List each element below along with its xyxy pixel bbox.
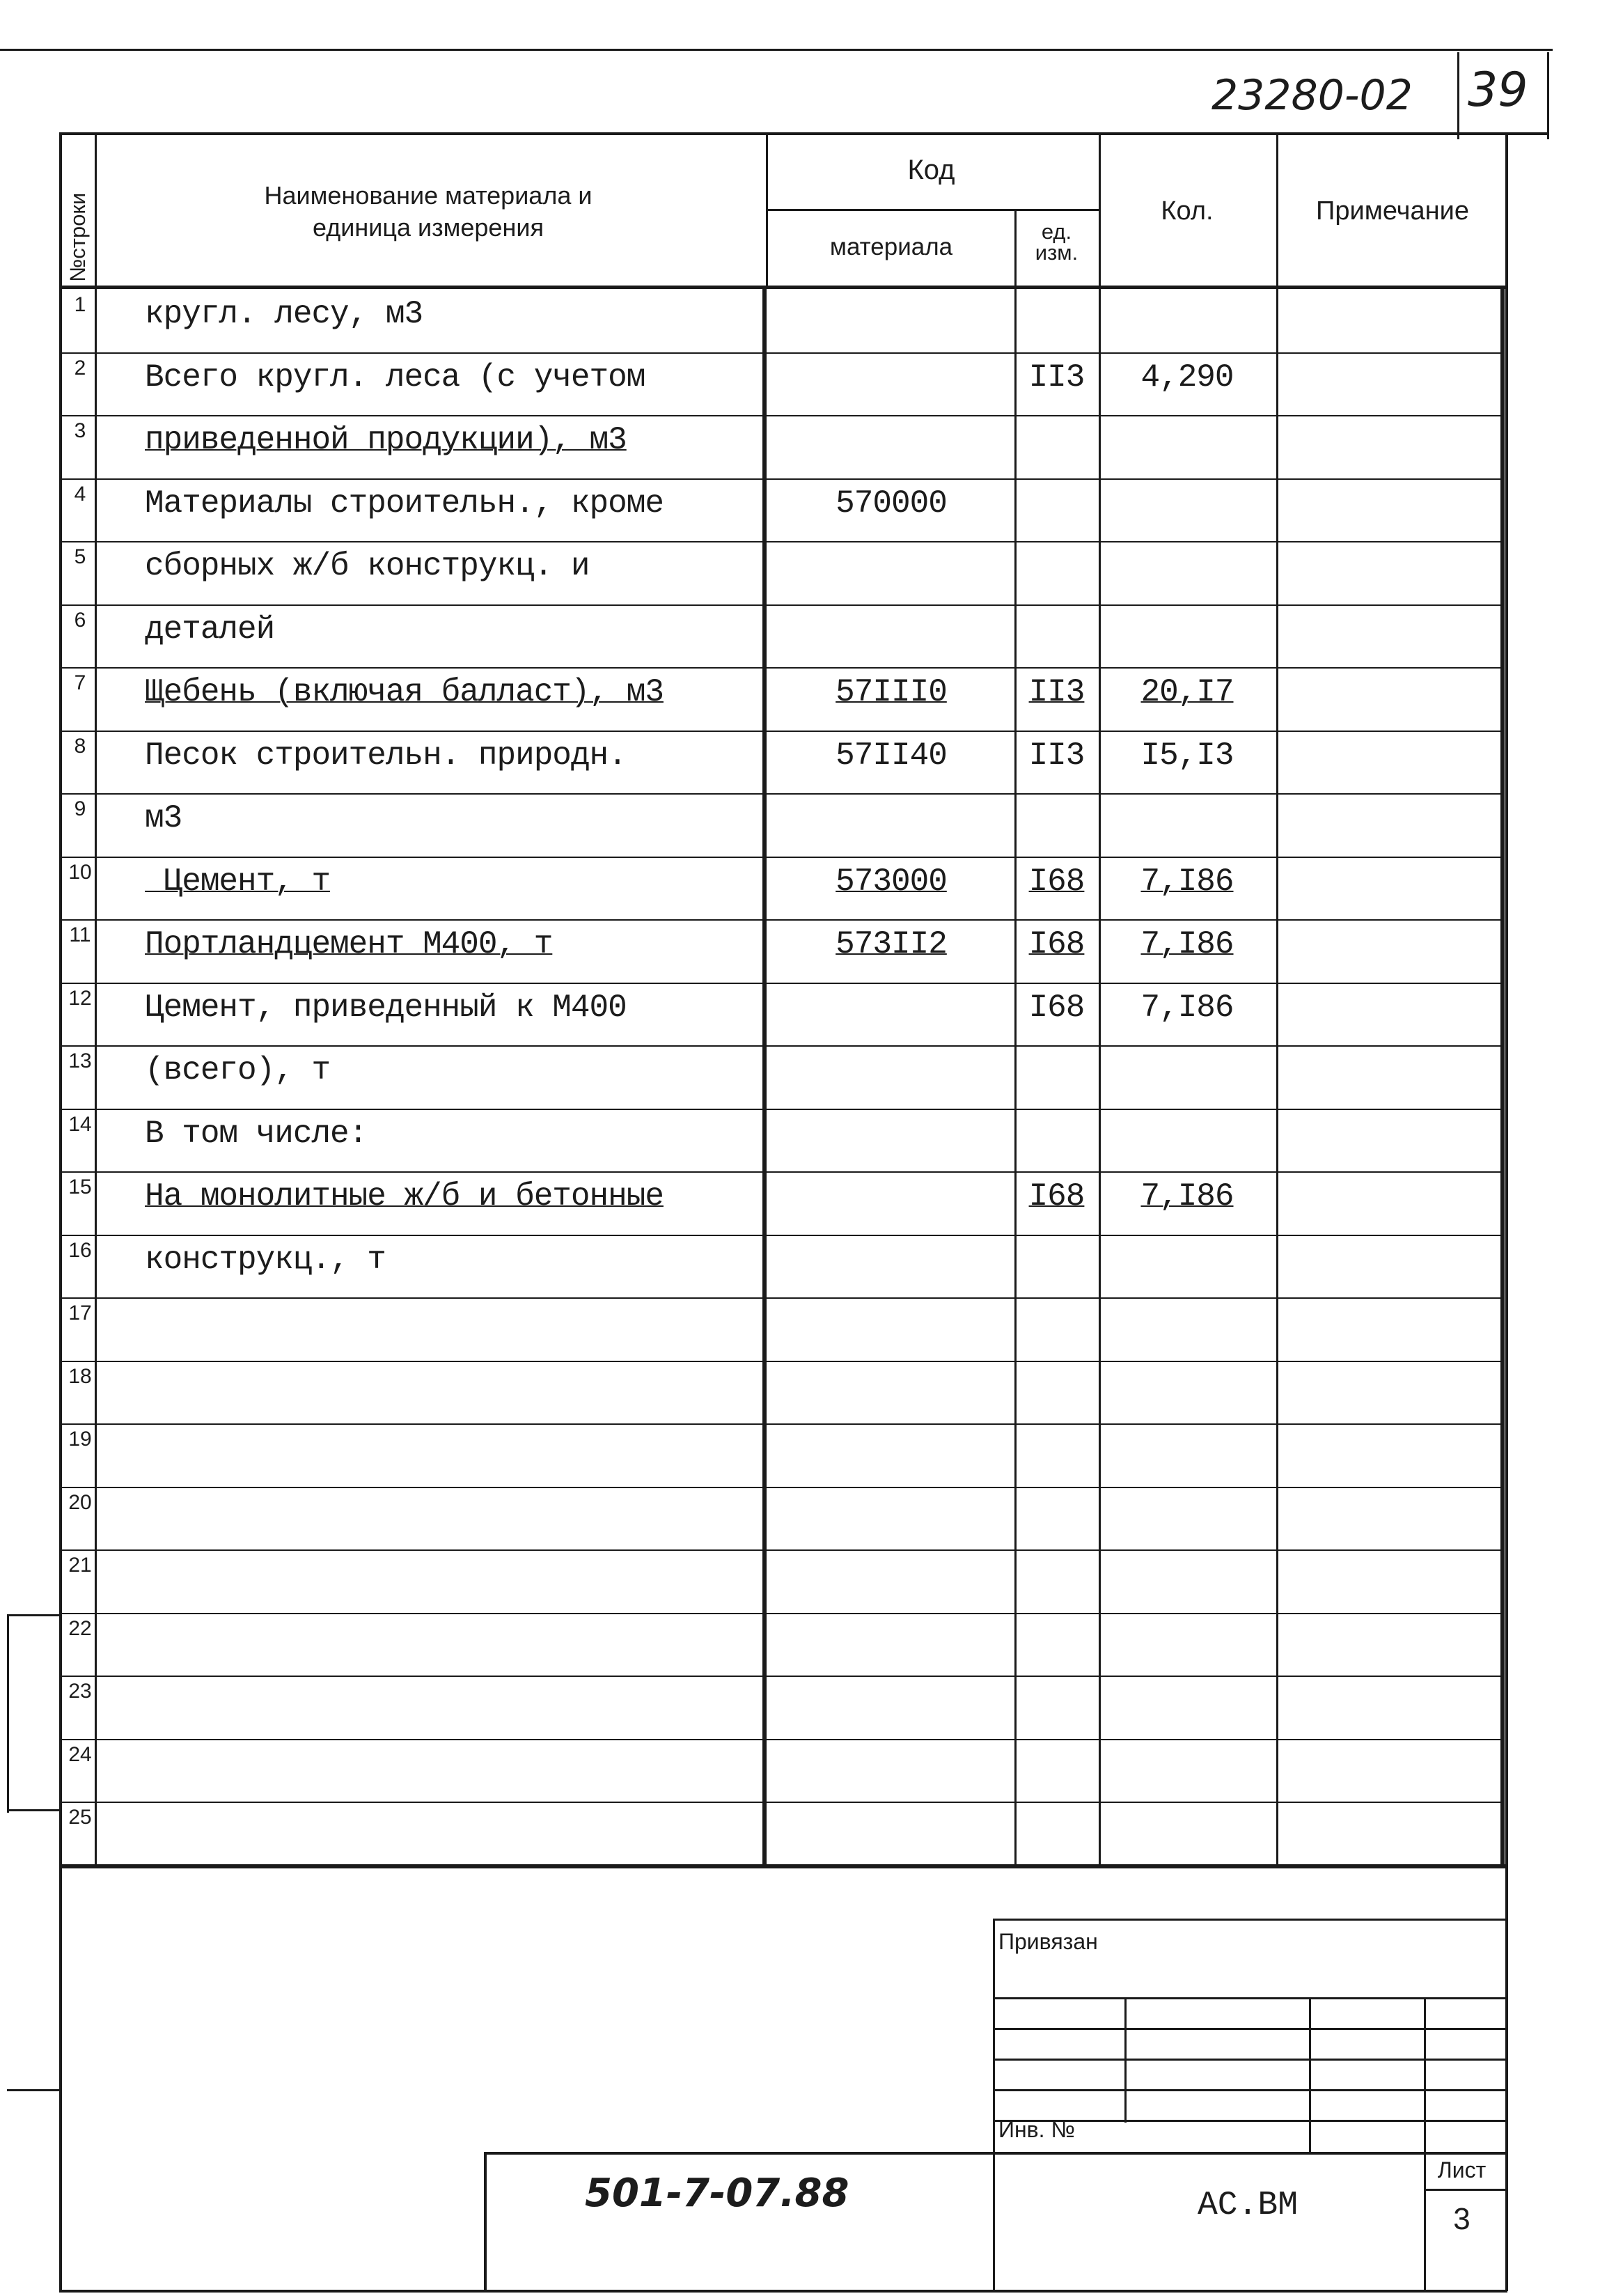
- material-name-cell: Всего кругл. леса (с учетом: [145, 359, 645, 396]
- row-number: 18: [68, 1365, 92, 1388]
- row-divider: [59, 352, 1504, 354]
- row-divider: [59, 731, 1504, 732]
- material-code-cell: 57III0: [836, 674, 947, 710]
- row-divider: [59, 1235, 1504, 1236]
- unit-code-cell: I68: [1028, 990, 1085, 1026]
- row-number: 19: [68, 1428, 92, 1451]
- row-number: 5: [74, 545, 86, 568]
- sheet-code: АС.ВМ: [1198, 2187, 1299, 2224]
- unit-code-cell: II3: [1028, 737, 1085, 774]
- row-divider: [59, 857, 1504, 858]
- corner-code: 23280-02: [1211, 71, 1413, 120]
- quantity-cell: 7,I86: [1140, 990, 1234, 1026]
- sheet-number: 3: [1453, 2202, 1470, 2236]
- material-name-cell: Цемент, приведенный к М400: [145, 990, 627, 1026]
- unit-code-cell: I68: [1028, 1178, 1085, 1215]
- row-divider: [59, 1171, 1504, 1173]
- row-divider: [59, 1865, 1504, 1866]
- row-divider: [59, 1739, 1504, 1740]
- document-number: 501-7-07.88: [585, 2171, 849, 2216]
- unit-header: ед. изм.: [1035, 219, 1079, 265]
- row-divider: [59, 1297, 1504, 1299]
- row-number: 25: [68, 1806, 92, 1829]
- row-divider: [59, 541, 1504, 542]
- code-header: Код: [907, 155, 955, 185]
- row-number: 1: [74, 293, 86, 316]
- row-divider: [59, 1676, 1504, 1677]
- bound-label: Привязан: [998, 1929, 1098, 1954]
- row-divider: [59, 1045, 1504, 1047]
- row-number: 13: [68, 1049, 92, 1072]
- row-divider: [59, 478, 1504, 480]
- material-name-cell: приведенной продукции), м3: [145, 422, 627, 458]
- row-divider: [59, 604, 1504, 606]
- inventory-label: Инв. №: [998, 2117, 1075, 2142]
- material-code-cell: 573000: [836, 864, 947, 900]
- row-number: 20: [68, 1491, 92, 1514]
- row-divider: [59, 919, 1504, 921]
- row-number: 21: [68, 1554, 92, 1577]
- unit-code-cell: II3: [1028, 674, 1085, 710]
- row-number: 12: [68, 987, 92, 1010]
- sheet-label: Лист: [1437, 2157, 1487, 2182]
- unit-code-cell: I68: [1028, 864, 1085, 900]
- quantity-cell: 20,I7: [1140, 674, 1234, 710]
- material-code-header: материала: [829, 233, 953, 260]
- row-divider: [59, 983, 1504, 984]
- material-name-cell: м3: [145, 800, 182, 836]
- quantity-cell: 7,I86: [1140, 1178, 1234, 1215]
- unit-code-cell: I68: [1028, 926, 1085, 962]
- material-name-cell: На монолитные ж/б и бетонные: [145, 1178, 664, 1215]
- row-divider: [59, 1487, 1504, 1488]
- material-name-cell: В том числе:: [145, 1116, 368, 1152]
- material-name-cell: Материалы строительн., кроме: [145, 485, 664, 522]
- row-number: 3: [74, 419, 86, 442]
- row-number: 15: [68, 1176, 92, 1198]
- material-name-cell: конструкц., т: [145, 1242, 386, 1278]
- quantity-cell: 7,I86: [1140, 926, 1234, 962]
- row-number: 7: [74, 671, 86, 694]
- material-code-cell: 570000: [836, 485, 947, 522]
- row-number: 8: [74, 735, 86, 758]
- material-name-cell: сборных ж/б конструкц. и: [145, 548, 590, 584]
- row-divider: [59, 1109, 1504, 1110]
- row-number: 14: [68, 1113, 92, 1136]
- row-number: 17: [68, 1302, 92, 1325]
- row-divider: [59, 1802, 1504, 1803]
- row-divider: [59, 1613, 1504, 1614]
- row-number: 10: [68, 861, 92, 884]
- material-code-cell: 57II40: [836, 737, 947, 774]
- row-number: 11: [69, 923, 91, 946]
- name-header: Наименование материала и единица измерения: [264, 181, 593, 242]
- row-number: 9: [74, 797, 86, 820]
- material-name-cell: Цемент, т: [145, 864, 331, 900]
- quantity-cell: 7,I86: [1140, 864, 1234, 900]
- row-number: 16: [68, 1239, 92, 1262]
- row-number: 6: [74, 609, 86, 632]
- row-divider: [59, 415, 1504, 416]
- row-divider: [59, 1423, 1504, 1425]
- row-number: 2: [74, 357, 86, 380]
- row-number: 24: [68, 1743, 92, 1766]
- material-name-cell: кругл. лесу, м3: [145, 296, 423, 332]
- material-name-cell: деталей: [145, 611, 275, 648]
- page-number: 39: [1468, 63, 1528, 118]
- row-number: 4: [74, 483, 86, 506]
- unit-code-cell: II3: [1028, 359, 1085, 396]
- material-name-cell: Щебень (включая балласт), м3: [145, 674, 664, 710]
- material-code-cell: 573II2: [836, 926, 947, 962]
- row-divider: [59, 1361, 1504, 1362]
- note-header: Примечание: [1316, 196, 1469, 226]
- row-divider: [59, 667, 1504, 669]
- material-name-cell: Песок строительн. природн.: [145, 737, 627, 774]
- material-name-cell: Портландцемент М400, т: [145, 926, 553, 962]
- quantity-cell: 4,290: [1140, 359, 1234, 396]
- row-divider: [59, 793, 1504, 795]
- quantity-header: Кол.: [1161, 196, 1214, 226]
- row-divider: [59, 1549, 1504, 1551]
- quantity-cell: I5,I3: [1140, 737, 1234, 774]
- row-number: 23: [68, 1680, 92, 1703]
- material-name-cell: (всего), т: [145, 1052, 331, 1088]
- row-number: 22: [68, 1617, 92, 1640]
